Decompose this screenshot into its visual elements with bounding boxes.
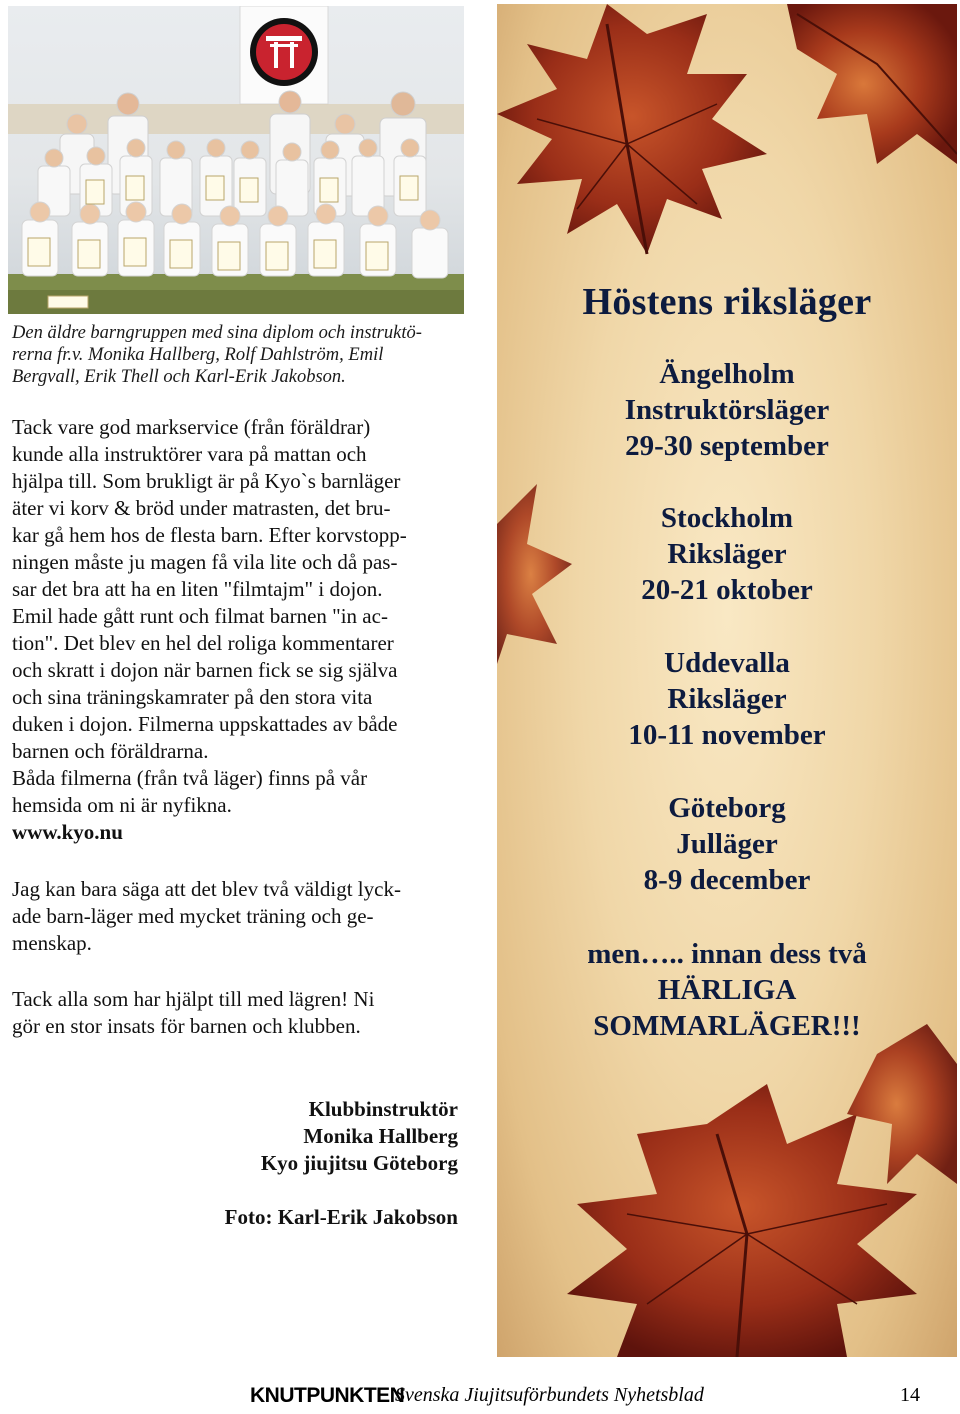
event-dates: 20-21 oktober (641, 574, 813, 606)
signature-name: Monika Hallberg (303, 1124, 458, 1148)
event-type: Instruktörsläger (624, 394, 830, 426)
poster-title: Höstens riksläger (582, 281, 872, 323)
event-city: Stockholm (660, 502, 794, 534)
caption-line: Bergvall, Erik Thell och Karl-Erik Jakobson. (12, 367, 346, 387)
event-type: Riksläger (667, 683, 787, 715)
event-angelholm (497, 356, 957, 464)
closing-line: gör en stor insats för barnen och klubben. (12, 1014, 361, 1038)
article-line: sar det bra att ha en liten "filmtajm" i dojon. (12, 577, 383, 601)
closing-line: Tack alla som har hjälpt till med lägren! Ni (12, 987, 375, 1011)
article-line: hemsida om ni är nyfikna. (12, 793, 232, 817)
photo-caption (12, 322, 462, 388)
closing-line: Jag kan bara säga att det blev två väldigt lyck- (12, 877, 401, 901)
event-dates: 10-11 november (628, 719, 826, 751)
article-line: Båda filmerna (från två läger) finns på vår (12, 766, 368, 790)
newsletter-brand: KNUTPUNKTEN (250, 1384, 405, 1407)
article-line: kunde alla instruktörer vara på mattan och (12, 442, 367, 466)
event-dates: 29-30 september (625, 430, 829, 462)
article-line: äter vi korv & bröd under matrasten, det bru- (12, 496, 391, 520)
article-line: kar gå hem hos de flesta barn. Efter korvstopp- (12, 523, 407, 547)
event-uddevalla (497, 645, 957, 753)
closing-line: ade barn-läger med mycket träning och ge- (12, 904, 374, 928)
signature-role: Klubbinstruktör (308, 1097, 458, 1121)
event-type: Julläger (676, 828, 778, 860)
event-type: Riksläger (667, 538, 787, 570)
article-line: Emil hade gått runt och filmat barnen "in ac- (12, 604, 388, 628)
caption-line: rerna fr.v. Monika Hallberg, Rolf Dahlström, Emil (12, 345, 384, 365)
event-city: Uddevalla (664, 647, 790, 679)
article-line: tion". Det blev en hel del roliga kommentarer (12, 631, 394, 655)
summer-camps-teaser (497, 936, 957, 1044)
website-link[interactable]: www.kyo.nu (12, 820, 123, 844)
photo-credit: Foto: Karl-Erik Jakobson (224, 1205, 458, 1229)
article-line: duken i dojon. Filmerna uppskattades av både (12, 712, 398, 736)
article-line: hjälpa till. Som brukligt är på Kyo`s barnläger (12, 469, 401, 493)
autumn-camps-poster (497, 4, 957, 1357)
event-city: Göteborg (668, 792, 786, 824)
page-number: 14 (900, 1384, 920, 1406)
closing-paragraph-2 (12, 986, 464, 1040)
event-dates: 8-9 december (643, 864, 811, 896)
signature-club: Kyo jiujitsu Göteborg (260, 1151, 458, 1175)
outro-line: SOMMARLÄGER!!! (593, 1010, 861, 1042)
outro-line: men….. innan dess två (587, 938, 867, 970)
article-line: ningen måste ju magen få vila lite och då pas- (12, 550, 398, 574)
outro-line: HÄRLIGA (657, 974, 797, 1006)
group-photo-icon (8, 6, 464, 314)
event-stockholm (497, 500, 957, 608)
caption-line: Den äldre barngruppen med sina diplom och instruktö- (12, 323, 422, 343)
article-line: barnen och föräldrarna. (12, 739, 209, 763)
signature-block (150, 1096, 458, 1177)
page-footer (250, 1384, 920, 1414)
group-photo (8, 6, 464, 314)
article-line: Tack vare god markservice (från föräldrar) (12, 415, 371, 439)
closing-paragraph-1 (12, 876, 464, 957)
article-body (12, 414, 464, 846)
event-goteborg (497, 790, 957, 898)
closing-line: menskap. (12, 931, 92, 955)
event-city: Ängelholm (659, 358, 795, 390)
newsletter-subtitle: Svenska Jiujitsuförbundets Nyhetsblad (395, 1384, 704, 1406)
article-line: och sina träningskamrater på den stora vita (12, 685, 373, 709)
article-line: och skratt i dojon när barnen fick se sig själva (12, 658, 398, 682)
